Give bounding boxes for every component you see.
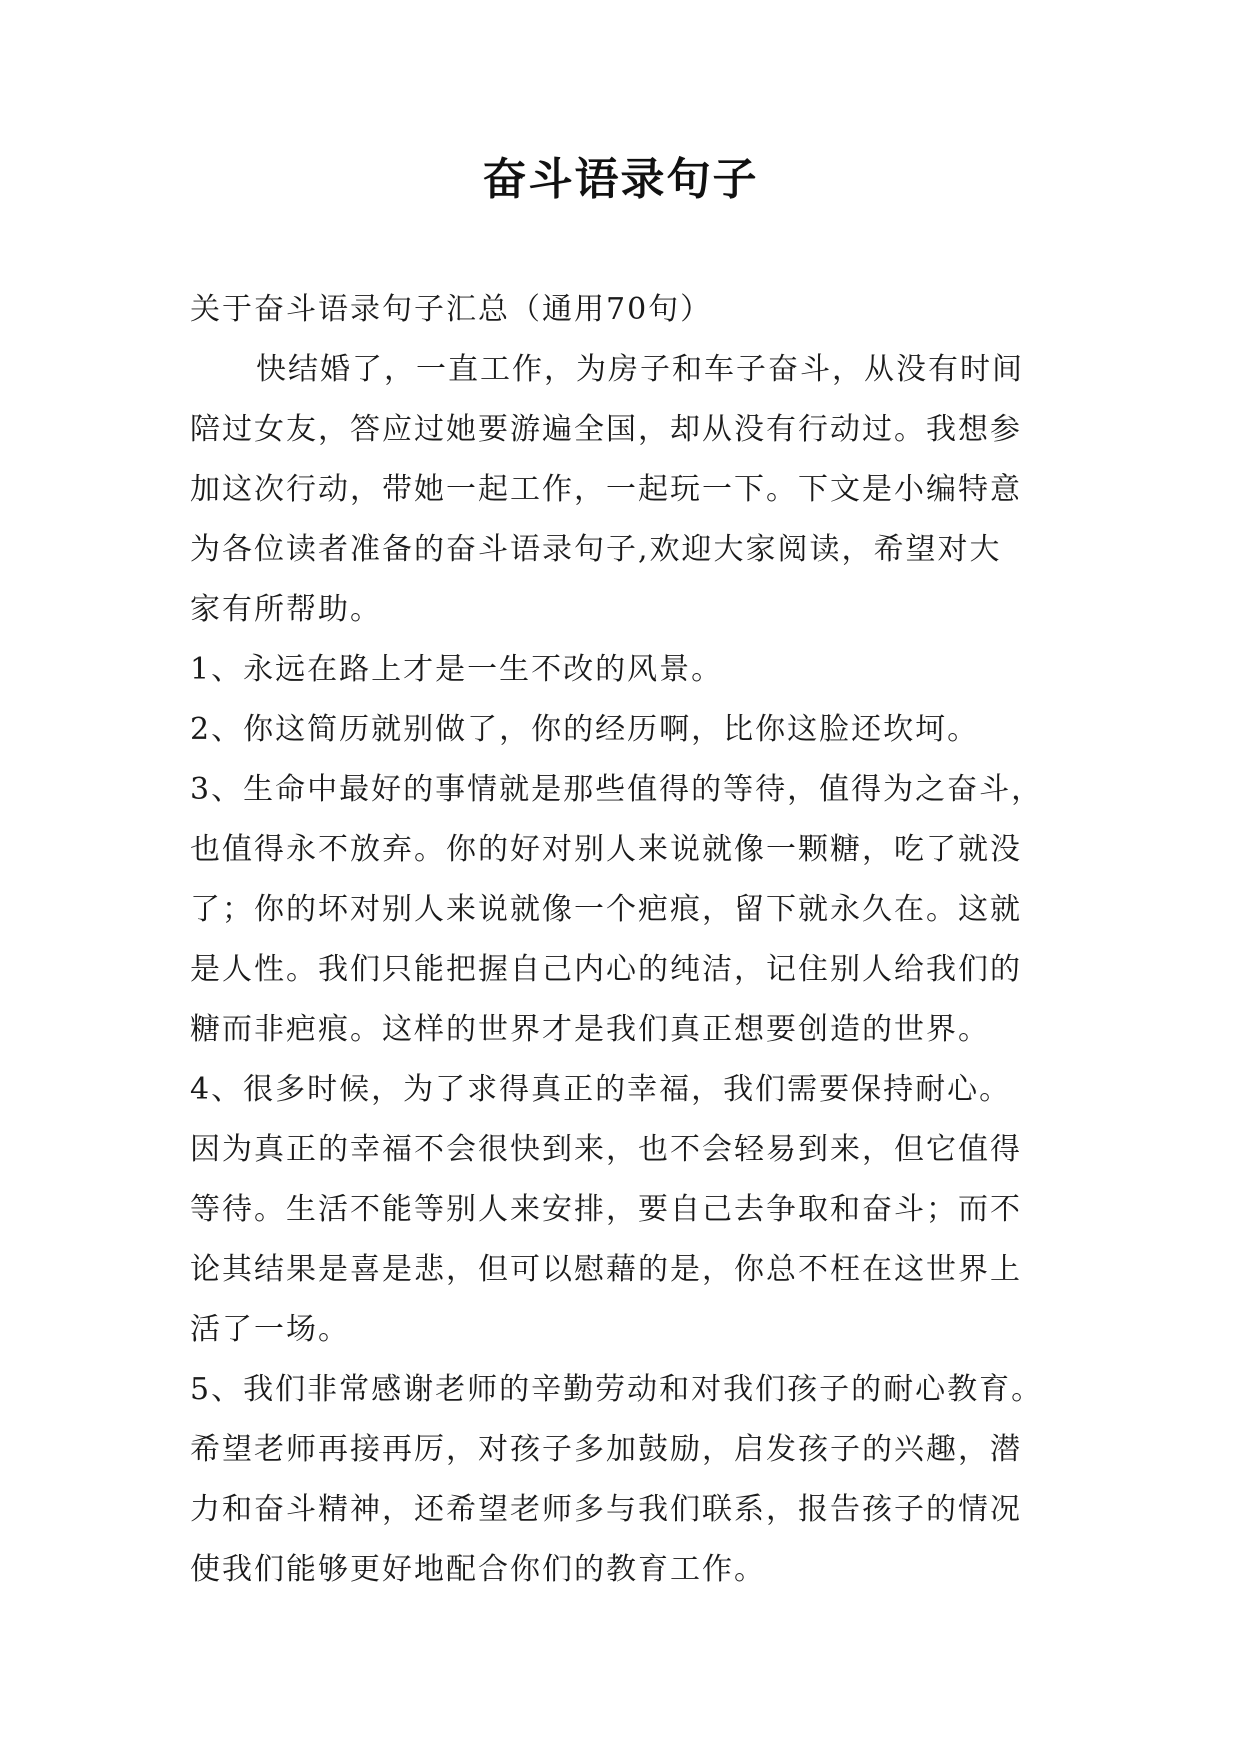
quote-3-line: 也值得永不放弃。你的好对别人来说就像一颗糖，吃了就没 (190, 832, 1022, 867)
quote-4-line: 4、很多时候，为了求得真正的幸福，我们需要保持耐心。 (190, 1072, 1012, 1107)
intro-paragraph-line: 陪过女友，答应过她要游遍全国，却从没有行动过。我想参 (190, 412, 1022, 447)
quote-3-line: 糖而非疤痕。这样的世界才是我们真正想要创造的世界。 (190, 1012, 990, 1047)
document-title: 奋斗语录句子 (482, 154, 759, 205)
document-body (190, 280, 1056, 1600)
intro-heading: 关于奋斗语录句子汇总（通用70句） (190, 292, 713, 327)
quote-5-line: 使我们能够更好地配合你们的教育工作。 (190, 1552, 766, 1587)
quote-2-line: 2、你这简历就别做了，你的经历啊，比你这脸还坎坷。 (190, 712, 980, 747)
intro-paragraph-line: 加这次行动，带她一起工作，一起玩一下。下文是小编特意 (190, 472, 1022, 507)
intro-paragraph-line: 家有所帮助。 (190, 592, 382, 627)
quote-5-line: 5、我们非常感谢老师的辛勤劳动和对我们孩子的耐心教育。 (190, 1372, 1044, 1407)
quote-4-line: 因为真正的幸福不会很快到来，也不会轻易到来，但它值得 (190, 1132, 1022, 1167)
quote-3-line: 了；你的坏对别人来说就像一个疤痕，留下就永久在。这就 (190, 892, 1022, 927)
quote-3-line: 是人性。我们只能把握自己内心的纯洁，记住别人给我们的 (190, 952, 1022, 987)
quote-1-line: 1、永远在路上才是一生不改的风景。 (190, 652, 724, 687)
quote-5-line: 希望老师再接再厉，对孩子多加鼓励，启发孩子的兴趣，潜 (190, 1432, 1022, 1467)
quote-5-line: 力和奋斗精神，还希望老师多与我们联系，报告孩子的情况 (190, 1492, 1022, 1527)
intro-paragraph-line: 快结婚了，一直工作，为房子和车子奋斗，从没有时间 (256, 352, 1024, 387)
quote-3-line: 3、生命中最好的事情就是那些值得的等待，值得为之奋斗， (190, 772, 1044, 807)
quote-4-line: 论其结果是喜是悲，但可以慰藉的是，你总不枉在这世界上 (190, 1252, 1022, 1287)
quote-4-line: 活了一场。 (190, 1312, 350, 1347)
quote-4-line: 等待。生活不能等别人来安排，要自己去争取和奋斗；而不 (190, 1192, 1022, 1227)
intro-paragraph-line: 为各位读者准备的奋斗语录句子,欢迎大家阅读，希望对大 (190, 532, 1002, 567)
